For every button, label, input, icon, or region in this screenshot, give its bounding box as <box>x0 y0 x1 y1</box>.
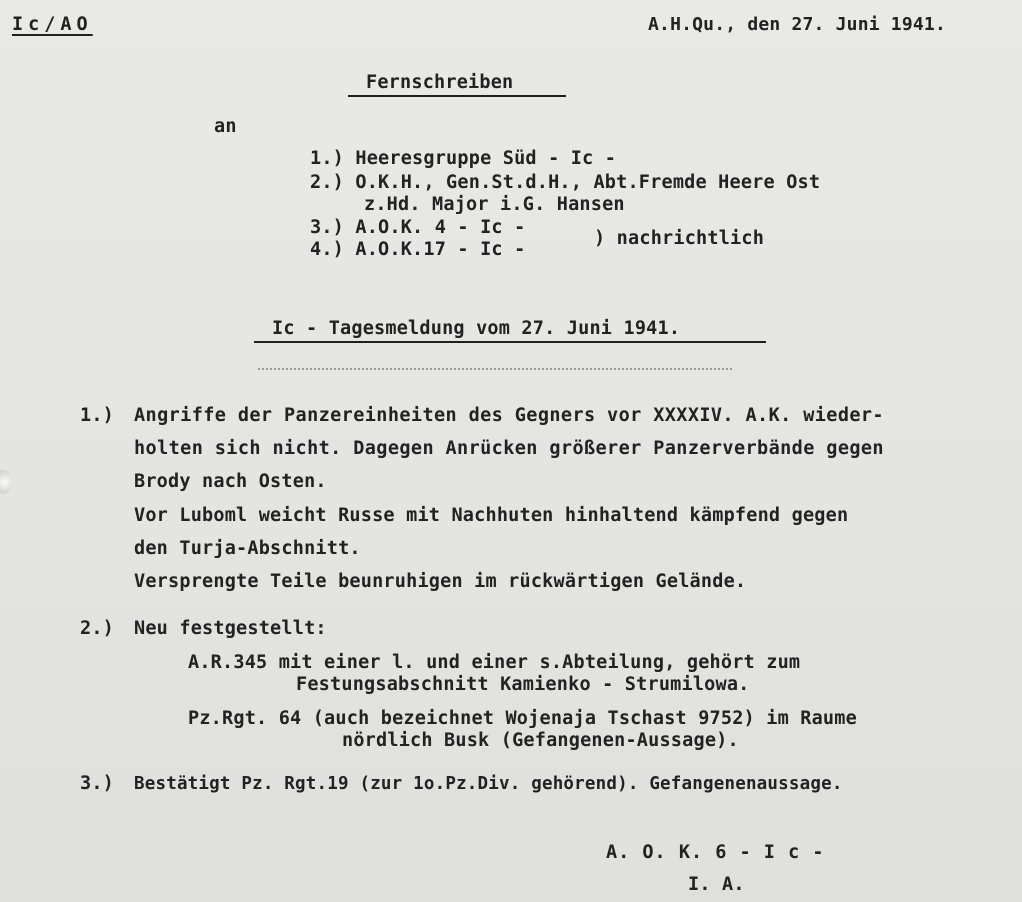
recipients-label: an <box>214 116 237 137</box>
signature-unit: A. O. K. 6 - I c - <box>606 842 825 863</box>
section-2-heading: Neu festgestellt: <box>134 618 327 639</box>
punch-hole <box>0 470 12 494</box>
section-2-entry-1-line-1: A.R.345 mit einer l. und einer s.Abteilung, gehört zum <box>188 652 801 673</box>
section-1-line-6: Versprengte Teile beunruhigen im rückwärtigen Gelände. <box>134 571 747 592</box>
section-1-line-2: holten sich nicht. Dagegen Anrücken größerer Panzerverbände gegen <box>134 438 884 459</box>
info-copy-note: ) nachrichtlich <box>594 228 765 249</box>
report-title-underline <box>254 341 766 343</box>
report-title: Ic - Tagesmeldung vom 27. Juni 1941. <box>272 318 681 339</box>
section-1-line-4: Vor Luboml weicht Russe mit Nachhuten hinhaltend kämpfend gegen <box>134 505 849 526</box>
section-3-number: 3.) <box>80 773 115 794</box>
recipient-2-attention: z.Hd. Major i.G. Hansen <box>364 194 625 215</box>
section-2-entry-1-line-2: Festungsabschnitt Kamienko - Strumilowa. <box>296 674 750 695</box>
section-2-number: 2.) <box>80 618 115 639</box>
report-title-dotted-rule <box>258 368 732 370</box>
document-type: Fernschreiben <box>366 72 514 93</box>
recipient-1: 1.) Heeresgruppe Süd - Ic - <box>310 148 617 169</box>
document-type-underline <box>348 95 566 97</box>
section-1-line-5: den Turja-Abschnitt. <box>134 538 361 559</box>
section-3-text: Bestätigt Pz. Rgt.19 (zur 1o.Pz.Div. gehörend). Gefangenenaussage. <box>134 774 843 794</box>
section-1-line-3: Brody nach Osten. <box>134 471 327 492</box>
recipient-2: 2.) O.K.H., Gen.St.d.H., Abt.Fremde Heere Ost <box>310 172 821 193</box>
place-date: A.H.Qu., den 27. Juni 1941. <box>648 14 946 35</box>
recipient-4: 4.) A.O.K.17 - Ic - <box>310 239 526 260</box>
section-2-entry-2-line-2: nördlich Busk (Gefangenen-Aussage). <box>342 730 739 751</box>
section-1-number: 1.) <box>80 405 115 426</box>
recipient-3: 3.) A.O.K. 4 - Ic - <box>310 217 526 238</box>
reference-code: Ic/AO <box>12 14 93 35</box>
signature-on-behalf: I. A. <box>688 874 745 895</box>
section-2-entry-2-line-1: Pz.Rgt. 64 (auch bezeichnet Wojenaja Tschast 9752) im Raume <box>188 708 857 729</box>
section-1-line-1: Angriffe der Panzereinheiten des Gegners vor XXXXIV. A.K. wieder- <box>134 405 884 426</box>
